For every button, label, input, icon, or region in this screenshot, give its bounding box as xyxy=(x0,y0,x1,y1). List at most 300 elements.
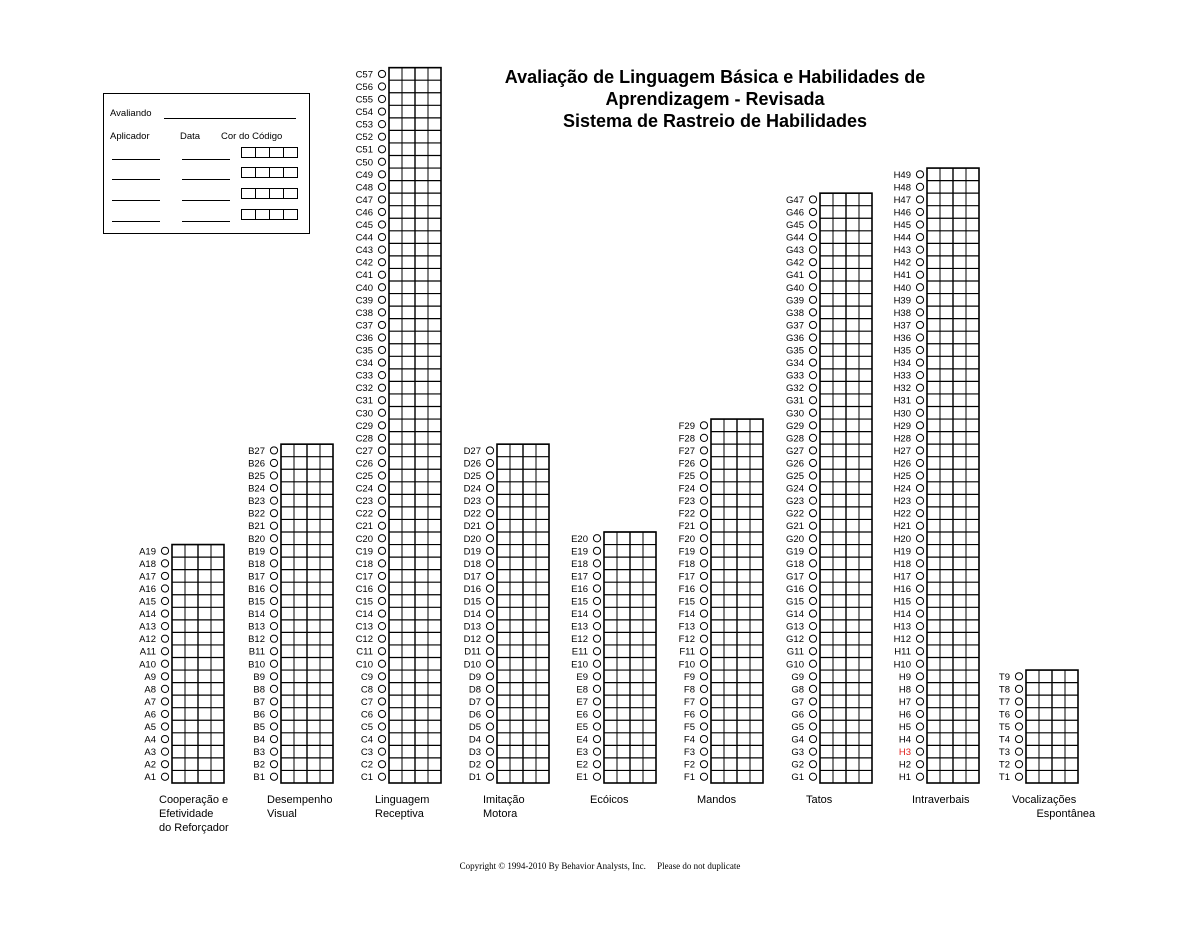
skill-circle[interactable] xyxy=(809,748,816,755)
skill-row[interactable] xyxy=(571,658,656,671)
skill-row[interactable] xyxy=(999,695,1078,708)
skill-row[interactable] xyxy=(894,193,979,206)
skill-row[interactable] xyxy=(253,683,333,696)
skill-row[interactable] xyxy=(894,582,979,595)
skill-circle[interactable] xyxy=(270,560,277,567)
skill-circle[interactable] xyxy=(809,422,816,429)
skill-row[interactable] xyxy=(679,469,763,482)
skill-circle[interactable] xyxy=(378,309,385,316)
skill-row[interactable] xyxy=(361,758,441,771)
skill-circle[interactable] xyxy=(161,710,168,717)
skill-row[interactable] xyxy=(248,545,333,558)
skill-row[interactable] xyxy=(248,607,333,620)
skill-circle[interactable] xyxy=(486,710,493,717)
skill-circle[interactable] xyxy=(378,422,385,429)
skill-circle[interactable] xyxy=(809,221,816,228)
skill-circle[interactable] xyxy=(378,472,385,479)
skill-circle[interactable] xyxy=(809,472,816,479)
skill-circle[interactable] xyxy=(809,522,816,529)
skill-row[interactable] xyxy=(684,758,763,771)
skill-row[interactable] xyxy=(786,419,872,432)
skill-circle[interactable] xyxy=(486,510,493,517)
skill-row[interactable] xyxy=(356,444,441,457)
skill-circle[interactable] xyxy=(486,535,493,542)
skill-circle[interactable] xyxy=(270,535,277,542)
skill-circle[interactable] xyxy=(486,497,493,504)
skill-row[interactable] xyxy=(679,482,763,495)
skill-row[interactable] xyxy=(356,482,441,495)
skill-circle[interactable] xyxy=(700,472,707,479)
skill-circle[interactable] xyxy=(916,522,923,529)
skill-circle[interactable] xyxy=(809,773,816,780)
skill-row[interactable] xyxy=(786,632,872,645)
skill-circle[interactable] xyxy=(270,685,277,692)
skill-row[interactable] xyxy=(361,708,441,721)
skill-row[interactable] xyxy=(356,306,441,319)
skill-row[interactable] xyxy=(356,168,441,181)
skill-circle[interactable] xyxy=(161,735,168,742)
skill-row[interactable] xyxy=(356,156,441,169)
skill-row[interactable] xyxy=(684,770,763,783)
skill-circle[interactable] xyxy=(700,510,707,517)
skill-row[interactable] xyxy=(356,545,441,558)
skill-row[interactable] xyxy=(894,507,979,520)
skill-circle[interactable] xyxy=(809,346,816,353)
skill-circle[interactable] xyxy=(378,610,385,617)
skill-circle[interactable] xyxy=(378,597,385,604)
skill-row[interactable] xyxy=(679,532,763,545)
skill-row[interactable] xyxy=(139,632,224,645)
skill-row[interactable] xyxy=(469,758,549,771)
skill-row[interactable] xyxy=(786,432,872,445)
skill-circle[interactable] xyxy=(378,434,385,441)
skill-row[interactable] xyxy=(894,519,979,532)
skill-circle[interactable] xyxy=(593,560,600,567)
skill-row[interactable] xyxy=(679,570,763,583)
skill-row[interactable] xyxy=(679,645,763,658)
skill-circle[interactable] xyxy=(809,309,816,316)
skill-circle[interactable] xyxy=(916,585,923,592)
skill-row[interactable] xyxy=(253,720,333,733)
skill-row[interactable] xyxy=(791,670,872,683)
skill-row[interactable] xyxy=(894,482,979,495)
skill-circle[interactable] xyxy=(916,660,923,667)
skill-circle[interactable] xyxy=(378,447,385,454)
skill-circle[interactable] xyxy=(378,121,385,128)
skill-row[interactable] xyxy=(139,570,224,583)
skill-row[interactable] xyxy=(899,745,979,758)
skill-row[interactable] xyxy=(894,319,979,332)
skill-row[interactable] xyxy=(464,457,549,470)
skill-circle[interactable] xyxy=(809,372,816,379)
skill-circle[interactable] xyxy=(916,472,923,479)
skill-row[interactable] xyxy=(571,557,656,570)
skill-circle[interactable] xyxy=(486,660,493,667)
skill-circle[interactable] xyxy=(916,735,923,742)
skill-circle[interactable] xyxy=(378,761,385,768)
skill-circle[interactable] xyxy=(916,246,923,253)
skill-circle[interactable] xyxy=(916,597,923,604)
skill-circle[interactable] xyxy=(486,761,493,768)
skill-row[interactable] xyxy=(787,645,872,658)
skill-row[interactable] xyxy=(464,645,549,658)
skill-row[interactable] xyxy=(786,331,872,344)
skill-circle[interactable] xyxy=(161,623,168,630)
skill-row[interactable] xyxy=(361,720,441,733)
skill-circle[interactable] xyxy=(378,535,385,542)
skill-circle[interactable] xyxy=(916,748,923,755)
skill-circle[interactable] xyxy=(270,610,277,617)
skill-row[interactable] xyxy=(576,770,656,783)
skill-row[interactable] xyxy=(786,545,872,558)
skill-circle[interactable] xyxy=(916,359,923,366)
skill-circle[interactable] xyxy=(916,422,923,429)
skill-row[interactable] xyxy=(684,708,763,721)
skill-row[interactable] xyxy=(469,670,549,683)
skill-row[interactable] xyxy=(894,369,979,382)
skill-circle[interactable] xyxy=(378,572,385,579)
skill-circle[interactable] xyxy=(161,572,168,579)
skill-row[interactable] xyxy=(356,93,441,106)
skill-circle[interactable] xyxy=(809,397,816,404)
skill-circle[interactable] xyxy=(593,735,600,742)
skill-row[interactable] xyxy=(786,595,872,608)
skill-circle[interactable] xyxy=(809,459,816,466)
skill-row[interactable] xyxy=(469,733,549,746)
skill-row[interactable] xyxy=(139,607,224,620)
skill-circle[interactable] xyxy=(809,497,816,504)
skill-row[interactable] xyxy=(894,645,979,658)
skill-circle[interactable] xyxy=(270,472,277,479)
skill-circle[interactable] xyxy=(700,522,707,529)
skill-row[interactable] xyxy=(248,595,333,608)
skill-circle[interactable] xyxy=(486,610,493,617)
skill-row[interactable] xyxy=(894,344,979,357)
skill-circle[interactable] xyxy=(700,623,707,630)
skill-circle[interactable] xyxy=(378,397,385,404)
skill-circle[interactable] xyxy=(378,698,385,705)
skill-circle[interactable] xyxy=(916,648,923,655)
skill-circle[interactable] xyxy=(486,635,493,642)
skill-row[interactable] xyxy=(684,695,763,708)
skill-row[interactable] xyxy=(786,570,872,583)
skill-row[interactable] xyxy=(894,181,979,194)
skill-row[interactable] xyxy=(786,193,872,206)
skill-row[interactable] xyxy=(786,482,872,495)
skill-circle[interactable] xyxy=(378,372,385,379)
skill-circle[interactable] xyxy=(378,635,385,642)
skill-row[interactable] xyxy=(253,670,333,683)
skill-circle[interactable] xyxy=(378,208,385,215)
skill-circle[interactable] xyxy=(486,459,493,466)
skill-row[interactable] xyxy=(253,758,333,771)
skill-row[interactable] xyxy=(464,595,549,608)
skill-circle[interactable] xyxy=(809,296,816,303)
skill-circle[interactable] xyxy=(378,108,385,115)
skill-row[interactable] xyxy=(894,570,979,583)
skill-row[interactable] xyxy=(249,645,333,658)
skill-circle[interactable] xyxy=(270,710,277,717)
skill-circle[interactable] xyxy=(809,196,816,203)
skill-circle[interactable] xyxy=(486,585,493,592)
skill-row[interactable] xyxy=(679,519,763,532)
skill-row[interactable] xyxy=(139,545,224,558)
skill-row[interactable] xyxy=(576,695,656,708)
skill-circle[interactable] xyxy=(916,761,923,768)
skill-circle[interactable] xyxy=(270,623,277,630)
skill-row[interactable] xyxy=(464,557,549,570)
skill-circle[interactable] xyxy=(916,484,923,491)
skill-row[interactable] xyxy=(248,457,333,470)
skill-row[interactable] xyxy=(786,231,872,244)
skill-row[interactable] xyxy=(464,482,549,495)
skill-circle[interactable] xyxy=(809,535,816,542)
skill-circle[interactable] xyxy=(378,585,385,592)
skill-row[interactable] xyxy=(248,519,333,532)
skill-row[interactable] xyxy=(248,658,333,671)
skill-row[interactable] xyxy=(791,745,872,758)
skill-circle[interactable] xyxy=(809,434,816,441)
skill-row[interactable] xyxy=(894,281,979,294)
skill-circle[interactable] xyxy=(809,246,816,253)
skill-row[interactable] xyxy=(899,733,979,746)
skill-circle[interactable] xyxy=(161,673,168,680)
skill-circle[interactable] xyxy=(700,484,707,491)
skill-circle[interactable] xyxy=(700,434,707,441)
skill-row[interactable] xyxy=(894,620,979,633)
skill-row[interactable] xyxy=(356,68,441,81)
skill-row[interactable] xyxy=(356,243,441,256)
skill-circle[interactable] xyxy=(700,547,707,554)
skill-row[interactable] xyxy=(894,268,979,281)
skill-circle[interactable] xyxy=(916,497,923,504)
skill-circle[interactable] xyxy=(809,560,816,567)
skill-circle[interactable] xyxy=(378,95,385,102)
skill-row[interactable] xyxy=(999,733,1078,746)
skill-row[interactable] xyxy=(791,770,872,783)
skill-circle[interactable] xyxy=(378,522,385,529)
skill-row[interactable] xyxy=(144,708,224,721)
skill-circle[interactable] xyxy=(700,723,707,730)
skill-circle[interactable] xyxy=(593,673,600,680)
skill-circle[interactable] xyxy=(809,698,816,705)
skill-row[interactable] xyxy=(361,745,441,758)
skill-row[interactable] xyxy=(786,494,872,507)
skill-circle[interactable] xyxy=(378,296,385,303)
skill-row[interactable] xyxy=(679,494,763,507)
skill-circle[interactable] xyxy=(270,648,277,655)
skill-row[interactable] xyxy=(684,733,763,746)
skill-row[interactable] xyxy=(786,381,872,394)
skill-row[interactable] xyxy=(894,595,979,608)
skill-circle[interactable] xyxy=(809,685,816,692)
skill-row[interactable] xyxy=(356,118,441,131)
skill-row[interactable] xyxy=(139,595,224,608)
skill-row[interactable] xyxy=(786,407,872,420)
skill-row[interactable] xyxy=(464,469,549,482)
skill-row[interactable] xyxy=(894,306,979,319)
skill-row[interactable] xyxy=(248,507,333,520)
skill-row[interactable] xyxy=(248,469,333,482)
skill-circle[interactable] xyxy=(1015,735,1022,742)
skill-circle[interactable] xyxy=(916,309,923,316)
skill-circle[interactable] xyxy=(700,610,707,617)
skill-row[interactable] xyxy=(999,670,1078,683)
skill-circle[interactable] xyxy=(916,547,923,554)
skill-circle[interactable] xyxy=(700,698,707,705)
skill-circle[interactable] xyxy=(916,773,923,780)
skill-row[interactable] xyxy=(894,494,979,507)
skill-row[interactable] xyxy=(894,331,979,344)
skill-circle[interactable] xyxy=(593,610,600,617)
skill-row[interactable] xyxy=(464,519,549,532)
skill-row[interactable] xyxy=(356,494,441,507)
skill-circle[interactable] xyxy=(270,497,277,504)
skill-circle[interactable] xyxy=(809,409,816,416)
skill-row[interactable] xyxy=(248,620,333,633)
skill-row[interactable] xyxy=(999,770,1078,783)
skill-circle[interactable] xyxy=(916,296,923,303)
skill-circle[interactable] xyxy=(916,673,923,680)
skill-row[interactable] xyxy=(786,607,872,620)
skill-row[interactable] xyxy=(894,168,979,181)
skill-row[interactable] xyxy=(684,683,763,696)
skill-row[interactable] xyxy=(894,658,979,671)
skill-circle[interactable] xyxy=(916,610,923,617)
skill-row[interactable] xyxy=(144,720,224,733)
skill-row[interactable] xyxy=(786,394,872,407)
skill-circle[interactable] xyxy=(378,334,385,341)
skill-row[interactable] xyxy=(356,105,441,118)
skill-circle[interactable] xyxy=(486,648,493,655)
skill-circle[interactable] xyxy=(916,459,923,466)
skill-row[interactable] xyxy=(356,419,441,432)
skill-circle[interactable] xyxy=(809,710,816,717)
skill-circle[interactable] xyxy=(378,158,385,165)
skill-row[interactable] xyxy=(786,620,872,633)
skill-row[interactable] xyxy=(576,758,656,771)
skill-circle[interactable] xyxy=(378,233,385,240)
skill-row[interactable] xyxy=(894,444,979,457)
skill-circle[interactable] xyxy=(378,497,385,504)
skill-row[interactable] xyxy=(786,356,872,369)
skill-circle[interactable] xyxy=(593,572,600,579)
skill-circle[interactable] xyxy=(270,698,277,705)
skill-circle[interactable] xyxy=(270,735,277,742)
skill-circle[interactable] xyxy=(270,510,277,517)
skill-circle[interactable] xyxy=(809,572,816,579)
skill-row[interactable] xyxy=(786,369,872,382)
skill-circle[interactable] xyxy=(378,221,385,228)
skill-row[interactable] xyxy=(248,444,333,457)
skill-circle[interactable] xyxy=(593,723,600,730)
skill-circle[interactable] xyxy=(700,597,707,604)
skill-circle[interactable] xyxy=(916,384,923,391)
skill-circle[interactable] xyxy=(270,572,277,579)
skill-circle[interactable] xyxy=(486,447,493,454)
skill-row[interactable] xyxy=(571,570,656,583)
skill-row[interactable] xyxy=(786,658,872,671)
skill-row[interactable] xyxy=(679,607,763,620)
skill-row[interactable] xyxy=(894,218,979,231)
skill-row[interactable] xyxy=(576,670,656,683)
skill-circle[interactable] xyxy=(916,284,923,291)
skill-circle[interactable] xyxy=(809,660,816,667)
skill-row[interactable] xyxy=(464,507,549,520)
skill-row[interactable] xyxy=(144,670,224,683)
skill-circle[interactable] xyxy=(270,660,277,667)
skill-circle[interactable] xyxy=(593,635,600,642)
skill-row[interactable] xyxy=(786,469,872,482)
skill-row[interactable] xyxy=(144,683,224,696)
skill-row[interactable] xyxy=(894,231,979,244)
skill-circle[interactable] xyxy=(916,560,923,567)
skill-circle[interactable] xyxy=(593,623,600,630)
skill-row[interactable] xyxy=(356,507,441,520)
skill-circle[interactable] xyxy=(916,372,923,379)
skill-circle[interactable] xyxy=(700,685,707,692)
skill-row[interactable] xyxy=(999,745,1078,758)
skill-row[interactable] xyxy=(361,695,441,708)
skill-circle[interactable] xyxy=(270,585,277,592)
skill-circle[interactable] xyxy=(916,623,923,630)
skill-circle[interactable] xyxy=(378,723,385,730)
skill-circle[interactable] xyxy=(916,221,923,228)
skill-circle[interactable] xyxy=(700,735,707,742)
skill-row[interactable] xyxy=(684,745,763,758)
skill-row[interactable] xyxy=(571,582,656,595)
skill-circle[interactable] xyxy=(161,761,168,768)
skill-circle[interactable] xyxy=(161,748,168,755)
skill-row[interactable] xyxy=(571,620,656,633)
skill-circle[interactable] xyxy=(378,271,385,278)
skill-circle[interactable] xyxy=(593,585,600,592)
skill-row[interactable] xyxy=(253,745,333,758)
skill-row[interactable] xyxy=(786,507,872,520)
skill-row[interactable] xyxy=(253,770,333,783)
skill-circle[interactable] xyxy=(378,346,385,353)
skill-circle[interactable] xyxy=(378,70,385,77)
skill-row[interactable] xyxy=(894,607,979,620)
skill-row[interactable] xyxy=(469,745,549,758)
skill-row[interactable] xyxy=(464,570,549,583)
skill-row[interactable] xyxy=(999,720,1078,733)
skill-circle[interactable] xyxy=(270,748,277,755)
skill-circle[interactable] xyxy=(378,321,385,328)
skill-circle[interactable] xyxy=(700,710,707,717)
skill-circle[interactable] xyxy=(486,547,493,554)
skill-circle[interactable] xyxy=(378,673,385,680)
skill-row[interactable] xyxy=(356,130,441,143)
skill-row[interactable] xyxy=(894,419,979,432)
skill-row[interactable] xyxy=(464,582,549,595)
skill-circle[interactable] xyxy=(916,447,923,454)
skill-circle[interactable] xyxy=(1015,710,1022,717)
skill-row[interactable] xyxy=(356,620,441,633)
skill-row[interactable] xyxy=(356,281,441,294)
skill-circle[interactable] xyxy=(378,83,385,90)
skill-row[interactable] xyxy=(786,256,872,269)
skill-row[interactable] xyxy=(894,407,979,420)
skill-circle[interactable] xyxy=(700,773,707,780)
skill-row[interactable] xyxy=(356,331,441,344)
skill-circle[interactable] xyxy=(809,334,816,341)
skill-row[interactable] xyxy=(791,758,872,771)
skill-circle[interactable] xyxy=(378,685,385,692)
skill-circle[interactable] xyxy=(378,547,385,554)
skill-row[interactable] xyxy=(791,708,872,721)
skill-circle[interactable] xyxy=(809,635,816,642)
